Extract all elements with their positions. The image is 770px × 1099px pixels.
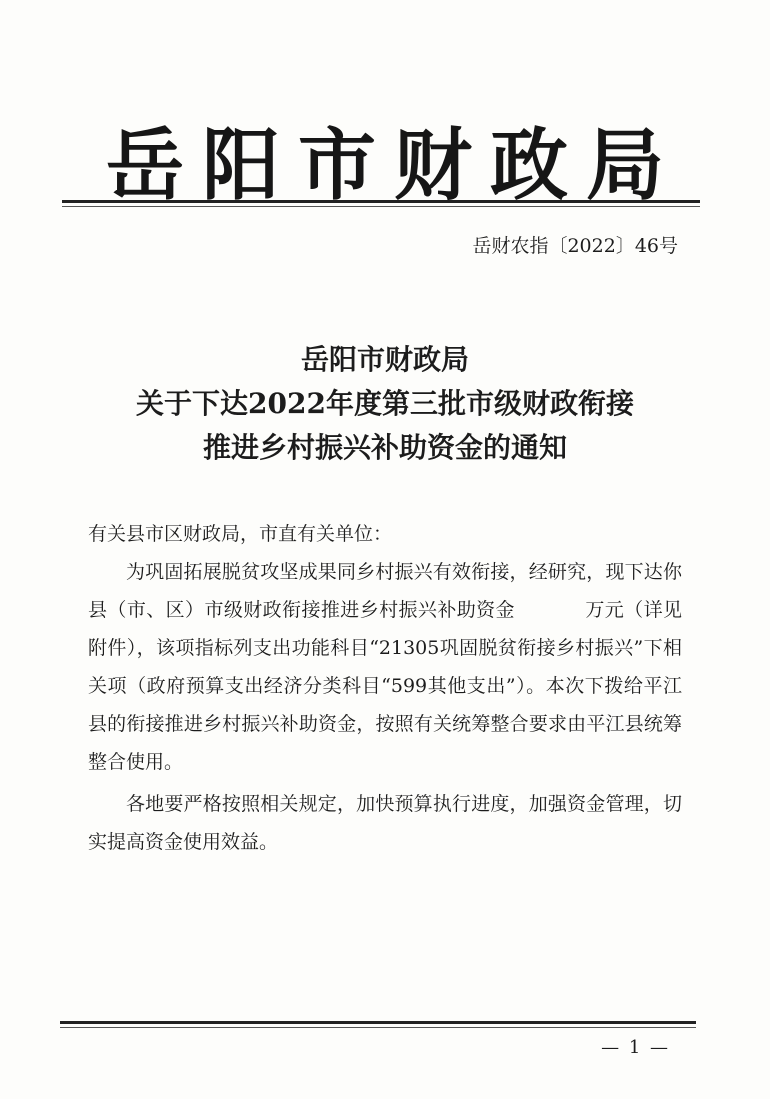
notice-title (0, 338, 770, 470)
notice-title-line-2: 关于下达2022年度第三批市级财政衔接 (136, 387, 634, 420)
letterhead-rule-thin (62, 206, 700, 207)
notice-body (88, 515, 682, 865)
page-number: — 1 — (601, 1037, 670, 1058)
letterhead-title: 岳阳市财政局 (105, 120, 682, 211)
letterhead-rule (62, 200, 700, 203)
paragraph-1-part-1: 为巩固拓展脱贫攻坚成果同乡村振兴有效衔接，经研究，现下达你县（市、区）市级财政衔接推进乡村振兴补助资金 (88, 561, 682, 621)
footer-rule-thin (60, 1027, 696, 1028)
footer-rule (60, 1021, 696, 1024)
paragraph-2: 各地要严格按照相关规定，加快预算执行进度，加强资金管理，切实提高资金使用效益。 (88, 793, 682, 853)
paragraph-1-part-2: 万元（详见附件），该项指标列支出功能科目“21305巩固脱贫衔接乡村振兴”下相关项（政府预算支出经济分类科目“599其他支出”）。本次下拨给平江县的衔接推进乡村振兴补助资金，按照有关统筹整合要求由平江县统筹整合使用。 (88, 599, 682, 773)
document-number: 岳财农指〔2022〕46号 (472, 235, 678, 257)
paragraph-1 (88, 553, 682, 781)
notice-title-line-3: 推进乡村振兴补助资金的通知 (202, 431, 567, 464)
notice-title-line-1: 岳阳市财政局 (300, 343, 469, 376)
salutation: 有关县市区财政局，市直有关单位： (88, 523, 393, 545)
